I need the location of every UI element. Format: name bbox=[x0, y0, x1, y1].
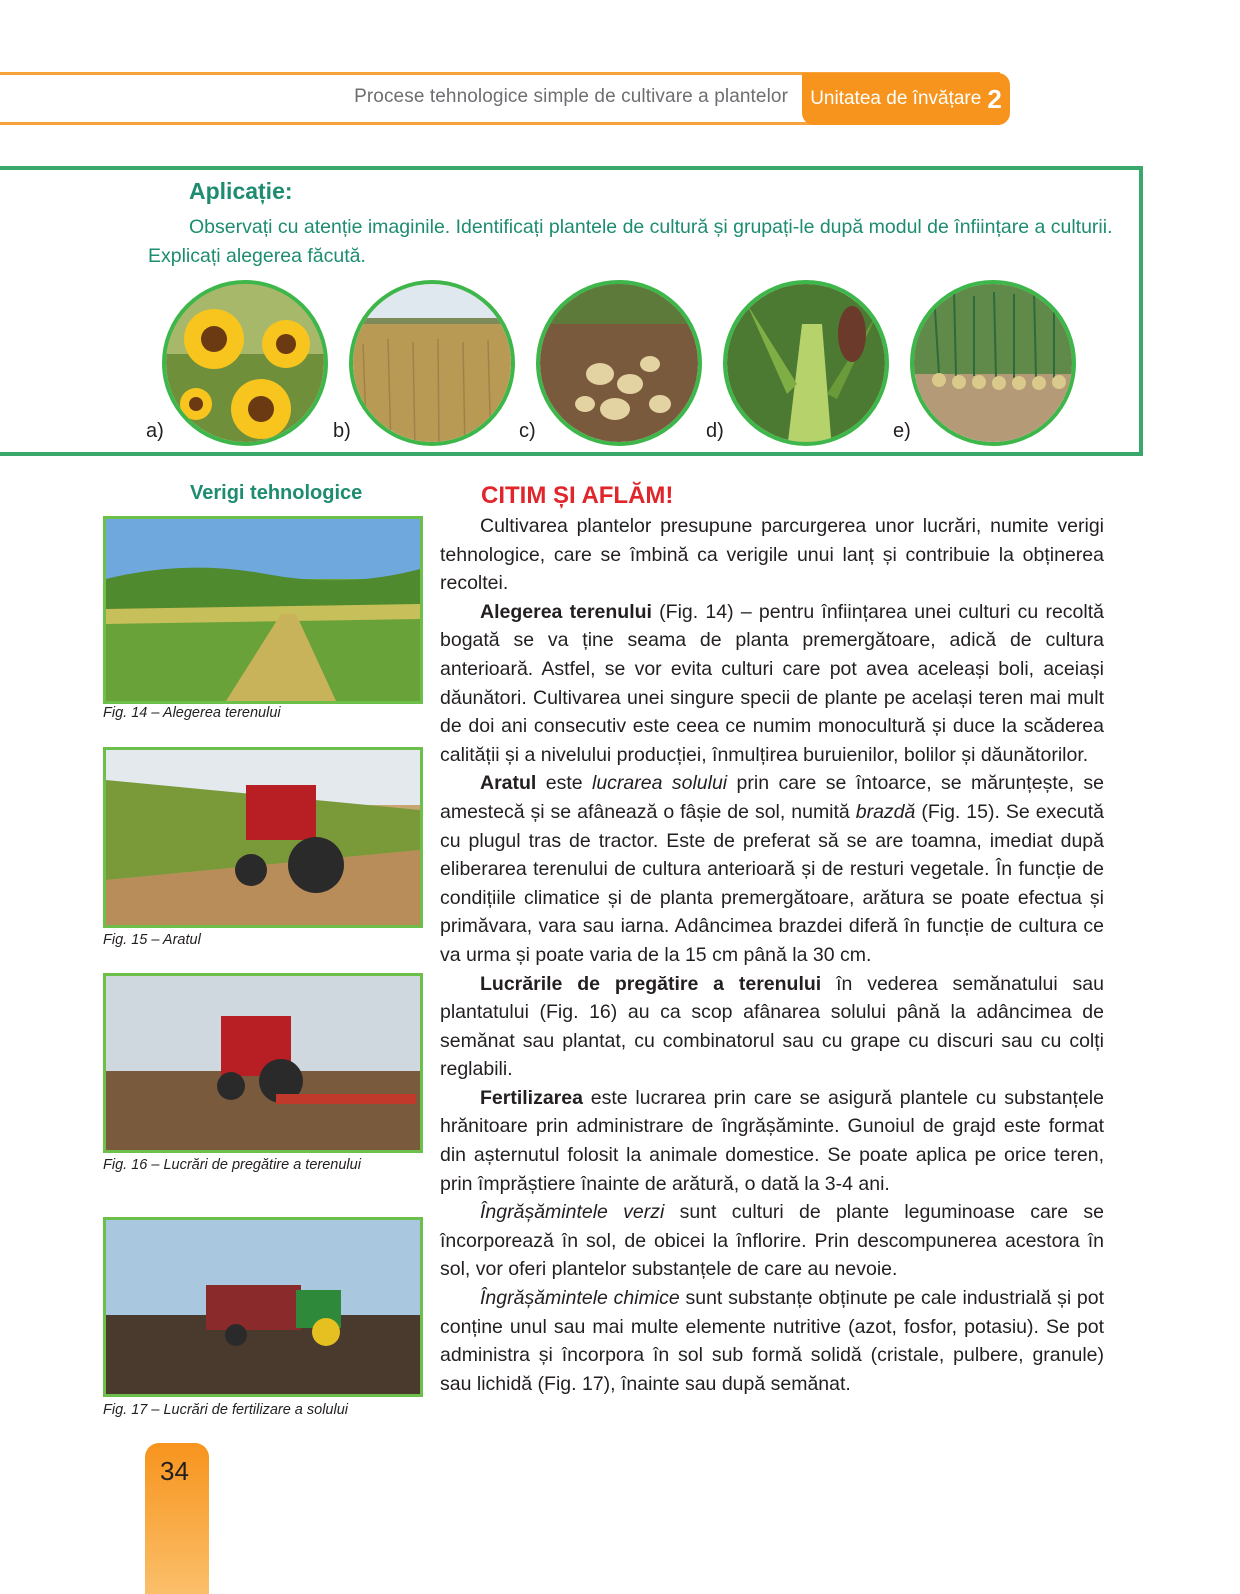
onions-photo bbox=[910, 280, 1076, 446]
label-e: e) bbox=[893, 420, 911, 442]
label-a: a) bbox=[146, 420, 164, 442]
paragraph-2: Alegerea terenului (Fig. 14) – pentru înființarea unei culturi cu recoltă bogată se va ține seama de planta premergătoare, adică de cultura anterioară. Astfel, se vor evita culturi care pot avea aceleași boli, aceiași dăunători. Cultivarea unei singure specii de plante pe același teren mai mult de doi ani consecutiv este ceea ce numim monocultură și duce la scăderea calității și a nivelului producției, înmulțirea buruienilor, bolilor și dăunătorilor. bbox=[440, 600, 1104, 766]
wheat-field-photo bbox=[349, 280, 515, 446]
page-number: 34 bbox=[160, 1456, 189, 1486]
application-title: Aplicație: bbox=[189, 178, 293, 204]
paragraph-4: Lucrările de pregătire a terenului în vederea semănatului sau plantatului (Fig. 16) au ca scop afânarea solului până la adâncimea de semănat sau plantat, cu combinatorul sau cu grape cu discuri sau cu colți reglabili. bbox=[440, 972, 1104, 1081]
side-heading: Verigi tehnologice bbox=[190, 482, 363, 504]
paragraph-6: Îngrășămintele verzi sunt culturi de plante leguminoase care se încorporează în sol, de obicei la înflorire. Prin descompunerea acestora în sol, vor oferi plantelor substanțele de care au nevoie. bbox=[440, 1201, 1104, 1281]
application-text: Observați cu atenție imaginile. Identificați plantele de cultură și grupați-le după modul de înființare a culturii. Explicați alegerea făcută. bbox=[148, 216, 1113, 267]
fig16-harrowing-photo bbox=[103, 973, 423, 1153]
sunflower-photo bbox=[162, 280, 328, 446]
label-d: d) bbox=[706, 420, 724, 442]
label-c: c) bbox=[519, 420, 536, 442]
fig14-caption: Fig. 14 – Alegerea terenului bbox=[103, 705, 281, 721]
fig17-fertilizing-photo bbox=[103, 1217, 423, 1397]
fig15-caption: Fig. 15 – Aratul bbox=[103, 932, 201, 948]
main-text bbox=[440, 512, 1104, 1398]
paragraph-3: Aratul este lucrarea solului prin care se întoarce, se mărunțește, se amestecă și se afânează o fâșie de sol, numită brazdă (Fig. 15). Se execută cu plugul tras de tractor. Este de preferat să se are toamna, imediat după eliberarea terenului de cultura anterioară și de resturi vegetale. În funcție de condițiile climatice și de planta premergătoare, arătura se poate efectua și primăvara, vara sau iarna. Adâncimea brazdei diferă în funcție de cultura ce va urma și poate varia de la 15 cm până la 30 cm. bbox=[440, 772, 1104, 966]
unit-label: Unitatea de învățare bbox=[810, 88, 982, 109]
paragraph-5: Fertilizarea este lucrarea prin care se asigură plantele cu substanțele hrănitoare prin administrare de îngrășăminte. Gunoiul de grajd este format din așternutul folosit la animale domestice. Se poate aplica pe orice teren, prin împrăștiere înainte de arătură, o dată la 3-4 ani. bbox=[440, 1086, 1104, 1195]
fig14-field-photo bbox=[103, 516, 423, 704]
section-heading: CITIM ȘI AFLĂM! bbox=[481, 482, 674, 509]
fig16-caption: Fig. 16 – Lucrări de pregătire a terenului bbox=[103, 1157, 361, 1173]
unit-number: 2 bbox=[987, 83, 1002, 114]
chapter-title: Procese tehnologice simple de cultivare a plantelor bbox=[354, 86, 788, 107]
paragraph-7: Îngrășămintele chimice sunt substanțe obținute pe cale industrială și pot conține unul sau mai multe elemente nutritive (azot, fosfor, potasiu). Se pot administra și încorpora în sol sub formă solidă (cristale, pulbere, granule) sau lichidă (Fig. 17), înainte sau după semănat. bbox=[440, 1287, 1105, 1395]
fig15-plowing-photo bbox=[103, 747, 423, 928]
unit-badge bbox=[802, 73, 1010, 125]
label-b: b) bbox=[333, 420, 351, 442]
potatoes-photo bbox=[536, 280, 702, 446]
paragraph-1: Cultivarea plantelor presupune parcurgerea unor lucrări, numite verigi tehnologice, care se îmbină ca verigile unui lanț și contribuie la obținerea recoltei. bbox=[440, 515, 1104, 595]
corn-photo bbox=[723, 280, 889, 446]
fig17-caption: Fig. 17 – Lucrări de fertilizare a solului bbox=[103, 1402, 349, 1418]
